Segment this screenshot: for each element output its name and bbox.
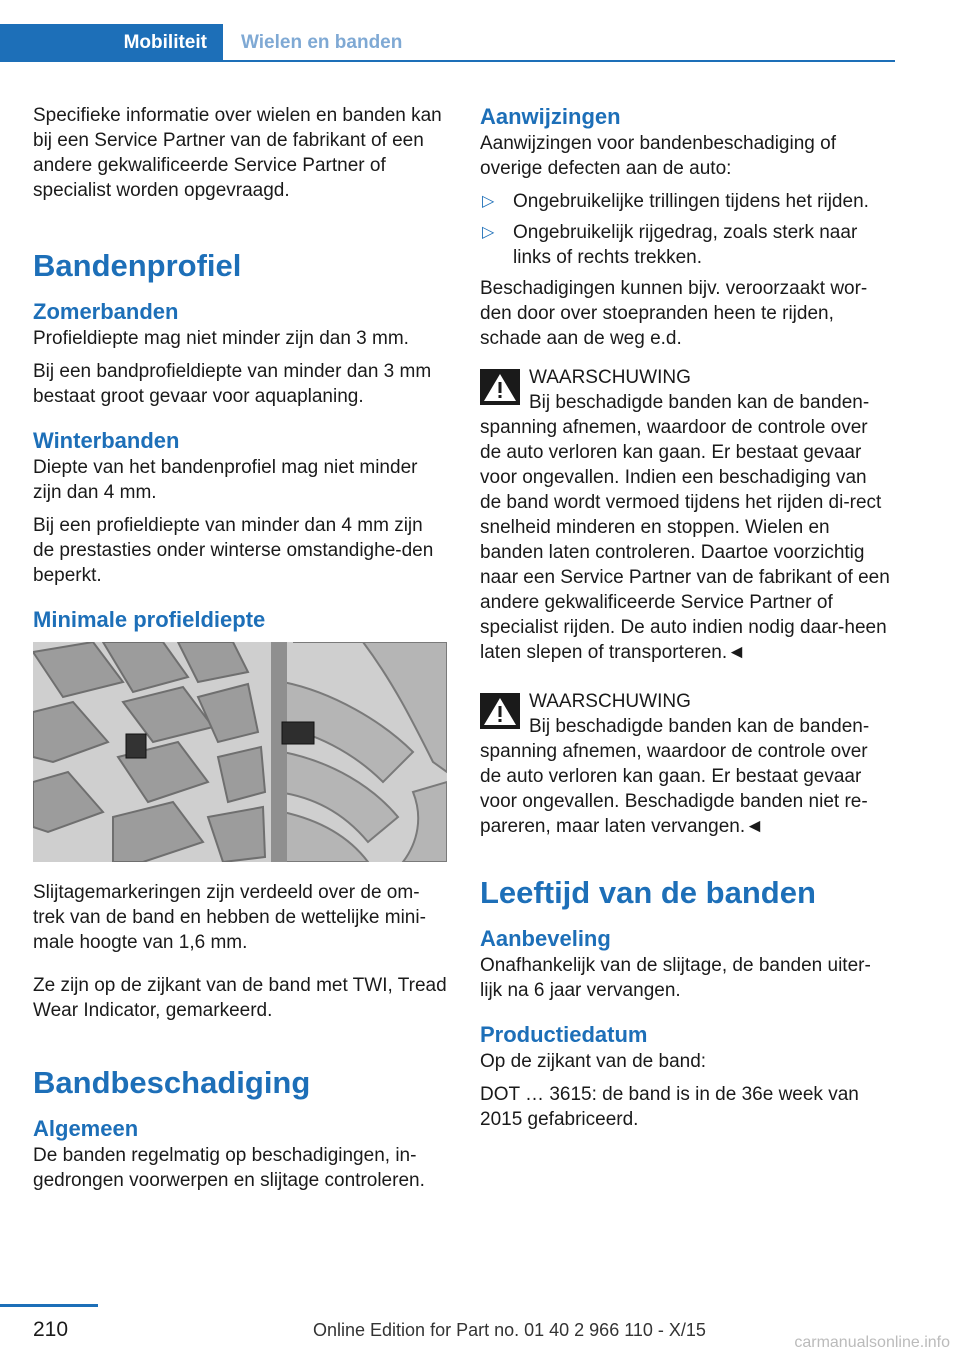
warning-text: spanning afnemen, waardoor de controle over de auto verloren kan gaan. Er bestaat gevaar voor ongevallen. Beschadigde banden niet re‐pareren, maar laten vervangen.◄	[480, 741, 868, 837]
heading-aanwijzingen: Aanwijzingen	[480, 104, 621, 129]
warning-text-first: Bij beschadigde banden kan de banden‐	[529, 392, 870, 413]
aanwijzingen-paragraph: Aanwijzingen voor bandenbeschadiging of overige defecten aan de auto:	[480, 133, 836, 179]
right-column	[480, 103, 892, 1140]
heading-winterbanden: Winterbanden	[33, 428, 180, 453]
productiedatum-paragraph-1: Op de zijkant van de band:	[480, 1051, 707, 1072]
chapter-tab: Wielen en banden	[241, 32, 403, 53]
heading-productiedatum: Productiedatum	[480, 1022, 648, 1047]
winter-paragraph-1: Diepte van het bandenprofiel mag niet minder zijn dan 4 mm.	[33, 457, 418, 503]
page-header	[0, 24, 895, 62]
watermark: carmanualsonline.info	[794, 1334, 950, 1351]
edition-text: Online Edition for Part no. 01 40 2 966 110 - X/15	[313, 1320, 706, 1340]
footer-rule	[0, 1304, 98, 1307]
zomer-paragraph-2: Bij een bandprofieldiepte van minder dan 3 mm bestaat groot gevaar voor aquaplaning.	[33, 361, 432, 407]
list-item-text: Ongebruikelijk rijgedrag, zoals sterk naar links of rechts trekken.	[513, 222, 858, 268]
beschadigingen-paragraph: Beschadigingen kunnen bijv. veroorzaakt wor‐den door over stoepranden heen te rijden, schade aan de weg e.d.	[480, 278, 868, 349]
tire-tread-photo	[33, 642, 447, 862]
photo-caption-1: Slijtagemarkeringen zijn verdeeld over de om‐trek van de band en hebben de wettelijke mini‐male hoogte van 1,6 mm.	[33, 882, 426, 953]
heading-bandbeschadiging: Bandbeschadiging	[33, 1065, 311, 1100]
algemeen-paragraph: De banden regelmatig op beschadigingen, in‐gedrongen voorwerpen en slijtage controleren.	[33, 1145, 425, 1191]
triangle-bullet-icon: ▷	[482, 224, 495, 241]
section-tab: Mobiliteit	[0, 24, 223, 62]
warning-block-2	[480, 689, 892, 839]
left-column	[33, 103, 447, 1201]
tire-tread-illustration	[33, 642, 447, 862]
aanbeveling-paragraph: Onafhankelijk van de slijtage, de banden uiter‐lijk na 6 jaar vervangen.	[480, 955, 871, 1001]
defect-list	[480, 189, 892, 270]
warning-title: WAARSCHUWING	[529, 691, 691, 712]
winter-paragraph-2: Bij een profieldiepte van minder dan 4 mm zijn de prestasties onder winterse omstandighe‐den beperkt.	[33, 515, 434, 586]
list-item	[480, 220, 892, 270]
heading-leeftijd: Leeftijd van de banden	[480, 875, 816, 910]
intro-paragraph: Specifieke informatie over wielen en banden kan bij een Service Partner van de fabrikant of een andere gekwalificeerde Service Partner of specialist worden opgevraagd.	[33, 105, 442, 201]
warning-text-first: Bij beschadigde banden kan de banden‐	[529, 716, 870, 737]
zomer-paragraph-1: Profieldiepte mag niet minder zijn dan 3 mm.	[33, 328, 409, 349]
header-rule	[223, 60, 895, 62]
triangle-bullet-icon: ▷	[482, 193, 495, 210]
heading-aanbeveling: Aanbeveling	[480, 926, 611, 951]
list-item	[480, 189, 892, 214]
photo-caption-2: Ze zijn op de zijkant van de band met TWI, Tread Wear Indicator, gemarkeerd.	[33, 975, 447, 1021]
heading-algemeen: Algemeen	[33, 1116, 139, 1141]
warning-triangle-icon	[480, 693, 520, 729]
heading-zomerbanden: Zomerbanden	[33, 299, 179, 324]
heading-minimale-profieldiepte: Minimale profieldiepte	[33, 607, 266, 632]
warning-block-1	[480, 365, 892, 665]
warning-text: spanning afnemen, waardoor de controle over de auto verloren kan gaan. Er bestaat gevaar voor ongevallen. Indien een beschadiging van de band wordt vermoed tijdens het rijden di‐rect snelheid minderen en stoppen. Wielen en banden laten controleren. Daartoe voorzichtig naar een Service Partner van de fabrikant of een andere gekwalificeerde Service Partner of specialist rijden. De auto indien nodig daar‐heen laten slepen of transporteren.◄	[480, 417, 890, 663]
warning-triangle-icon	[480, 369, 520, 405]
list-item-text: Ongebruikelijke trillingen tijdens het rijden.	[513, 191, 869, 212]
productiedatum-paragraph-2: DOT … 3615: de band is in de 36e week van 2015 gefabriceerd.	[480, 1084, 859, 1130]
page-number: 210	[33, 1318, 69, 1341]
warning-title: WAARSCHUWING	[529, 367, 691, 388]
heading-bandenprofiel: Bandenprofiel	[33, 248, 242, 283]
